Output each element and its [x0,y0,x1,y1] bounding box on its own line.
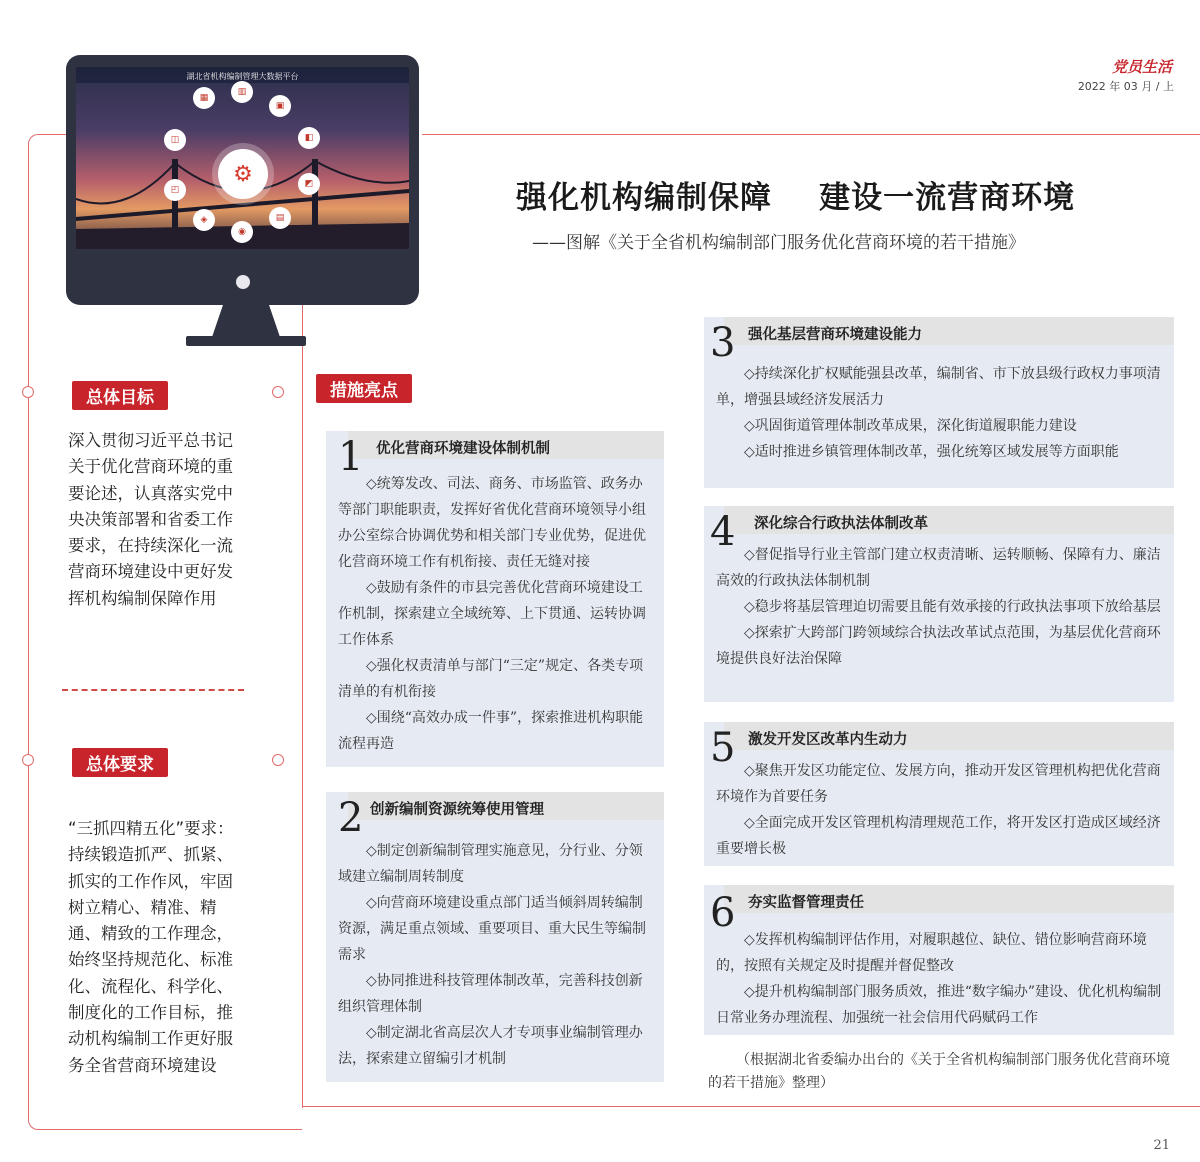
magazine-logo: 党员生活 [1111,58,1172,76]
frame-dot [272,386,284,398]
app-node-icon: ◧ [298,127,320,149]
section-body [338,471,656,757]
bottom-frame-line [302,1106,1200,1107]
section-body [716,542,1168,672]
requirement-tag: 总体要求 [72,748,168,777]
section-item: ◇提升机构编制部门服务质效，推进“数字编办”建设、优化机构编制日常业务办理流程、加强统一社会信用代码赋码工作 [716,984,1162,1026]
section-title: 夯实监督管理责任 [748,895,864,911]
section-item: ◇强化权责清单与部门“三定”规定、各类专项清单的有机衔接 [338,658,644,700]
section-item: ◇鼓励有条件的市县完善优化营商环境建设工作机制，探索建立全域统筹、上下贯通、运转协调工作体系 [338,580,646,648]
section-title: 激发开发区改革内生动力 [748,732,908,748]
section-item: ◇聚焦开发区功能定位、发展方向，推动开发区管理机构把优化营商环境作为首要任务 [716,763,1161,805]
issue-date: 2022 年 03 月 / 上 [1077,80,1174,93]
frame-dot [22,386,34,398]
app-node-icon: ▥ [231,81,253,103]
section-item: ◇稳步将基层管理迫切需要且能有效承接的行政执法事项下放给基层 [744,599,1161,615]
source-note: （根据湖北省委编办出台的《关于全省机构编制部门服务优化营商环境的若干措施》整理） [708,1052,1170,1091]
gear-icon: ⚙ [218,149,268,199]
section-number: 6 [710,890,736,936]
monitor-base [186,336,306,346]
dashed-divider [62,689,244,691]
goal-text: 深入贯彻习近平总书记关于优化营商环境的重要论述，认真落实党中央决策部署和省委工作要求，在持续深化一流营商环境建设中更好发挥机构编制保障作用 [68,431,233,608]
section-box-4 [704,506,1174,702]
section-number: 5 [710,725,736,771]
section-item: ◇制定湖北省高层次人才专项事业编制管理办法，探索建立留编引才机制 [338,1025,643,1067]
divider-line [302,290,303,1108]
section-number: 1 [338,434,364,480]
app-node-icon: ◉ [231,221,253,243]
section-box-2 [326,792,664,1082]
frame-dot [272,754,284,766]
section-number: 3 [710,320,736,366]
section-item: ◇全面完成开发区管理机构清理规范工作，将开发区打造成区域经济重要增长极 [716,815,1161,857]
section-item: ◇发挥机构编制评估作用，对履职越位、缺位、错位影响营商环境的，按照有关规定及时提醒并督促整改 [716,932,1147,974]
screen-title: 湖北省机构编制管理大数据平台 [186,72,299,81]
goal-tag: 总体目标 [72,381,168,410]
section-box-1 [326,431,664,767]
section-title: 强化基层营商环境建设能力 [748,327,922,343]
section-title: 创新编制资源统筹使用管理 [370,802,544,818]
section-item: ◇统筹发改、司法、商务、市场监管、政务办等部门职能职责，发挥好省优化营商环境领导小组办公室综合协调优势和相关部门专业优势，促进优化营商环境工作有机衔接、责任无缝对接 [338,476,646,570]
section-item: ◇适时推进乡镇管理体制改革，强化统筹区域发展等方面职能 [744,444,1119,460]
section-title: 深化综合行政执法体制改革 [754,516,928,532]
section-item: ◇围绕“高效办成一件事”，探索推进机构职能流程再造 [338,710,644,752]
requirement-text: “三抓四精五化”要求：持续锻造抓严、抓紧、抓实的工作作风，牢固树立精心、精准、精通、精致的工作理念，始终坚持规范化、标准化、流程化、科学化、制度化的工作目标，推动机构编制工作更好服务全省营商环境建设 [68,819,234,1075]
section-body [338,838,656,1072]
app-node-icon: ◰ [164,179,186,201]
app-node-icon: ▦ [193,87,215,109]
app-node-icon: ▤ [269,207,291,229]
section-body [716,758,1168,862]
page-title: 强化机构编制保障 建设一流营商环境 [516,180,1076,216]
section-box-5 [704,722,1174,866]
section-item: ◇向营商环境建设重点部门适当倾斜周转编制资源，满足重点领域、重要项目、重大民生等编制需求 [338,895,646,963]
monitor-illustration [66,55,419,305]
section-item: ◇督促指导行业主管部门建立权责清晰、运转顺畅、保障有力、廉洁高效的行政执法体制机制 [716,547,1161,589]
section-box-3 [704,317,1174,488]
page-number: 21 [1153,1138,1170,1153]
section-body [716,927,1168,1031]
app-node-icon: ◫ [164,129,186,151]
app-node-icon: ◈ [193,209,215,231]
app-node-icon: ◩ [298,173,320,195]
section-item: ◇探索扩大跨部门跨领域综合执法改革试点范围，为基层优化营商环境提供良好法治保障 [716,625,1161,667]
section-title: 优化营商环境建设体制机制 [376,441,550,457]
section-item: ◇协同推进科技管理体制改革，完善科技创新组织管理体制 [338,973,643,1015]
monitor-screen [76,67,409,249]
section-number: 4 [710,509,736,555]
section-body [716,361,1168,465]
section-item: ◇制定创新编制管理实施意见，分行业、分领域建立编制周转制度 [338,843,643,885]
top-frame-line [422,134,1200,135]
highlights-tag: 措施亮点 [316,374,412,403]
section-number: 2 [338,795,364,841]
frame-dot [22,754,34,766]
section-item: ◇巩固街道管理体制改革成果，深化街道履职能力建设 [744,418,1077,434]
section-item: ◇持续深化扩权赋能强县改革，编制省、市下放县级行政权力事项清单，增强县域经济发展活力 [716,366,1161,408]
app-node-icon: ▣ [269,95,291,117]
power-button-icon [236,275,250,289]
section-box-6 [704,885,1174,1035]
page-subtitle: ——图解《关于全省机构编制部门服务优化营商环境的若干措施》 [532,233,1025,253]
